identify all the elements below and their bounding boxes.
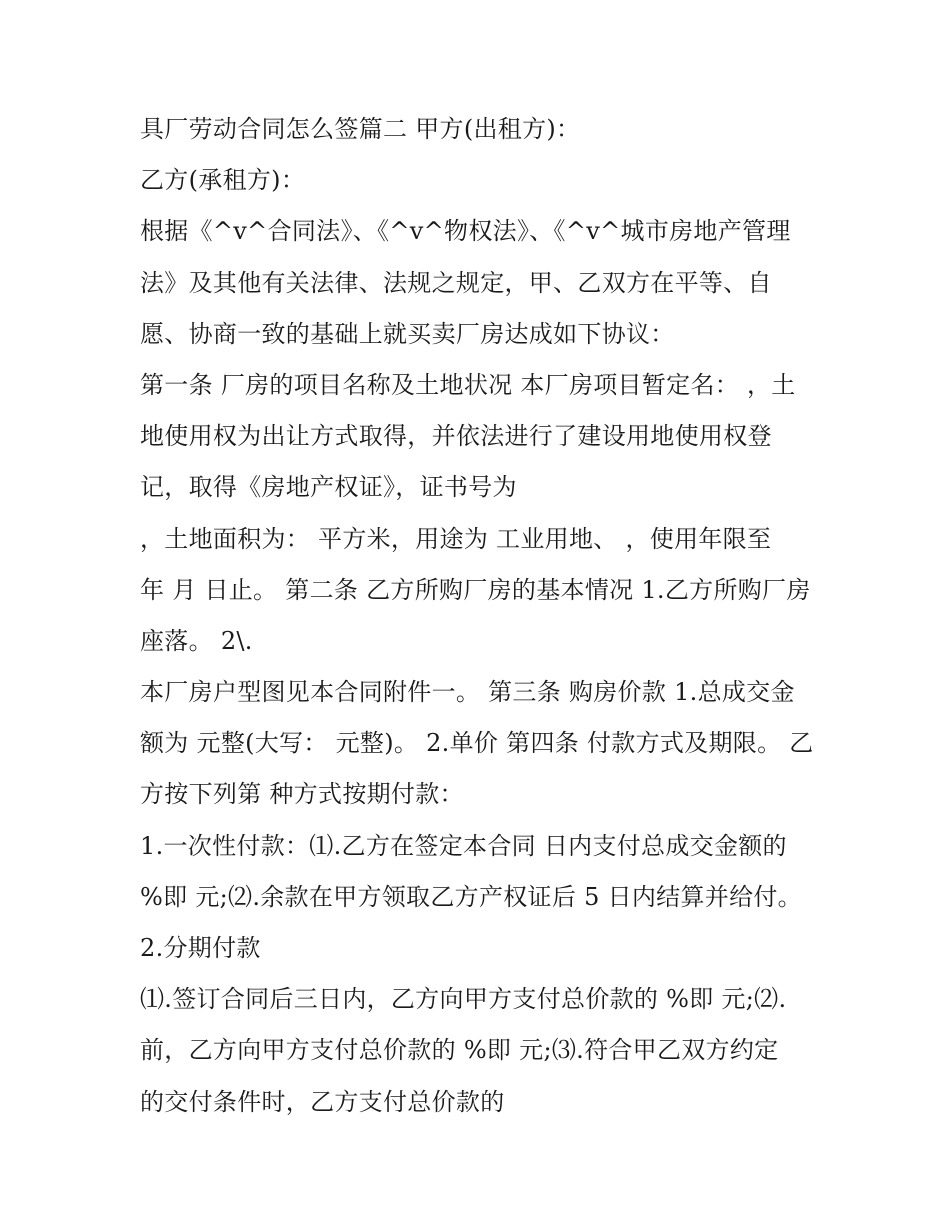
text-line: ，土地面积为： 平方米，用途为 工业用地、 ，使用年限至 bbox=[140, 524, 772, 553]
document-body bbox=[140, 104, 830, 1128]
text-line: %即 元;⑵.余款在甲方领取乙方产权证后 5 日内结算并给付。 bbox=[140, 882, 802, 911]
text-line: 第一条 厂房的项目名称及土地状况 本厂房项目暂定名： ，土 bbox=[140, 370, 796, 399]
text-line: ⑴.签订合同后三日内，乙方向甲方支付总价款的 %即 元;⑵. bbox=[140, 985, 787, 1014]
text-line: 方按下列第 种方式按期付款： bbox=[140, 780, 464, 809]
text-line: 记，取得《房地产权证》，证书号为 bbox=[140, 473, 517, 502]
text-line: 前，乙方向甲方支付总价款的 %即 元;⑶.符合甲乙双方约定 bbox=[140, 1036, 779, 1065]
text-line: 乙方(承租方)： bbox=[140, 166, 306, 195]
text-line: 法》及其他有关法律、法规之规定，甲、乙双方在平等、自 bbox=[140, 268, 772, 297]
text-line: 2.分期付款 bbox=[140, 934, 261, 962]
text-line: 1.一次性付款：⑴.乙方在签定本合同 日内支付总成交金额的 bbox=[140, 831, 787, 860]
text-line: 具厂劳动合同怎么签篇二 甲方(出租方)： bbox=[140, 115, 581, 143]
text-line: 的交付条件时，乙方支付总价款的 bbox=[140, 1087, 505, 1116]
text-line: 根据《^v^合同法》、《^v^物权法》、《^v^城市房地产管理 bbox=[140, 217, 791, 246]
text-line: 地使用权为出让方式取得，并依法进行了建设用地使用权登 bbox=[140, 422, 772, 451]
text-line: 座落。 2\. bbox=[140, 626, 253, 655]
text-line: 年 月 日止。 第二条 乙方所购厂房的基本情况 1.乙方所购厂房 bbox=[140, 575, 811, 604]
text-line: 本厂房户型图见本合同附件一。 第三条 购房价款 1.总成交金 bbox=[140, 678, 795, 707]
text-line: 额为 元整(大写： 元整)。 2.单价 第四条 付款方式及期限。 乙 bbox=[140, 729, 814, 758]
text-line: 愿、协商一致的基础上就买卖厂房达成如下协议： bbox=[140, 319, 675, 348]
